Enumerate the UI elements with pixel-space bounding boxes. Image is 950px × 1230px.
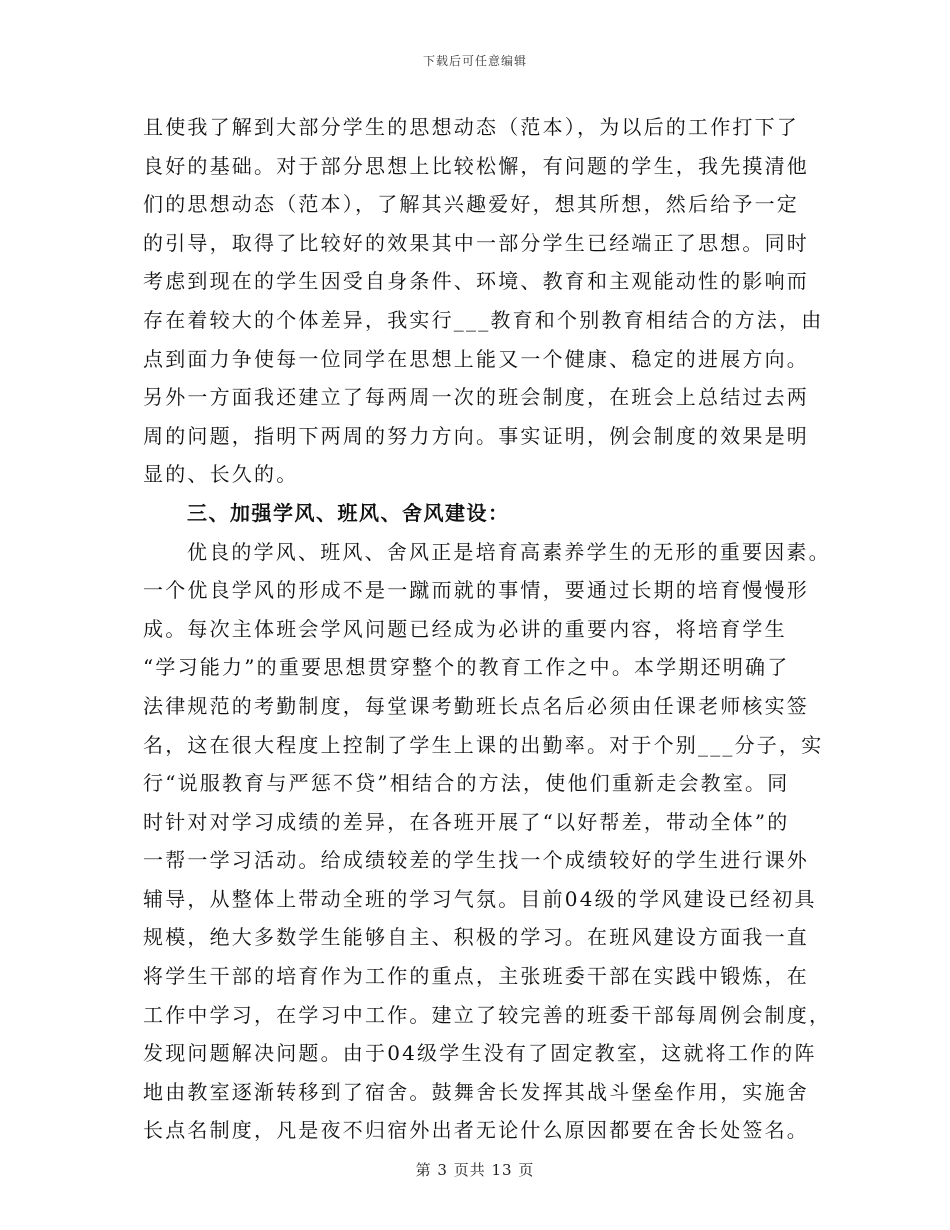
body-line: 存在着较大的个体差异，我实行___教育和个别教育相结合的方法，由 bbox=[143, 307, 824, 332]
body-line: 良好的基础。对于部分思想上比较松懈，有问题的学生，我先摸清他 bbox=[143, 153, 809, 178]
section-heading: 三、加强学风、班风、舍风建设： bbox=[187, 500, 510, 525]
body-line: 地由教室逐渐转移到了宿舍。鼓舞舍长发挥其战斗堡垒作用，实施舍 bbox=[143, 1079, 809, 1104]
body-line: 规模，绝大多数学生能够自主、积极的学习。在班风建设方面我一直 bbox=[143, 925, 809, 950]
body-line: 另外一方面我还建立了每两周一次的班会制度，在班会上总结过去两 bbox=[143, 385, 809, 410]
body-line: 辅导，从整体上带动全班的学习气氛。目前04级的学风建设已经初具 bbox=[143, 886, 817, 911]
body-line: 名，这在很大程度上控制了学生上课的出勤率。对于个别___分子，实 bbox=[143, 732, 824, 757]
document-body bbox=[143, 108, 833, 1150]
body-line: 时针对对学习成绩的差异，在各班开展了“以好帮差，带动全体”的 bbox=[143, 809, 790, 834]
body-line: 将学生干部的培育作为工作的重点，主张班委干部在实践中锻炼，在 bbox=[143, 964, 809, 989]
body-line: 的引导，取得了比较好的效果其中一部分学生已经端正了思想。同时 bbox=[143, 230, 809, 255]
body-line: 优良的学风、班风、舍风正是培育高素养学生的无形的重要因素。 bbox=[187, 539, 831, 564]
body-line: 考虑到现在的学生因受自身条件、环境、教育和主观能动性的影响而 bbox=[143, 269, 809, 294]
body-line: 发现问题解决问题。由于04级学生没有了固定教室，这就将工作的阵 bbox=[143, 1041, 817, 1066]
body-line: 周的问题，指明下两周的努力方向。事实证明，例会制度的效果是明 bbox=[143, 423, 809, 448]
body-line: 长点名制度，凡是夜不归宿外出者无论什么原因都要在舍长处签名。 bbox=[143, 1118, 809, 1143]
body-line: 且使我了解到大部分学生的思想动态（范本），为以后的工作打下了 bbox=[143, 115, 799, 139]
body-line: 工作中学习，在学习中工作。建立了较完善的班委干部每周例会制度， bbox=[143, 1002, 832, 1027]
page-number: 第 3 页共 13 页 bbox=[415, 1161, 535, 1179]
body-line: 点到面力争使每一位同学在思想上能又一个健康、稳定的进展方向。 bbox=[143, 346, 809, 371]
body-line: “学习能力”的重要思想贯穿整个的教育工作之中。本学期还明确了 bbox=[143, 655, 790, 680]
body-line: 行“说服教育与严惩不贷”相结合的方法，使他们重新走会教室。同 bbox=[143, 771, 790, 796]
body-line: 法律规范的考勤制度，每堂课考勤班长点名后必须由任课老师核实签 bbox=[143, 693, 809, 718]
body-line: 一帮一学习活动。给成绩较差的学生找一个成绩较好的学生进行课外 bbox=[143, 848, 809, 873]
body-line: 显的、长久的。 bbox=[143, 462, 299, 487]
body-line: 们的思想动态（范本），了解其兴趣爱好，想其所想，然后给予一定 bbox=[143, 192, 799, 217]
body-line: 一个优良学风的形成不是一蹴而就的事情，要通过长期的培育慢慢形 bbox=[143, 578, 809, 603]
page-header: 下载后可任意编辑 bbox=[422, 54, 527, 68]
body-line: 成。每次主体班会学风问题已经成为必讲的重要内容，将培育学生 bbox=[143, 616, 787, 641]
